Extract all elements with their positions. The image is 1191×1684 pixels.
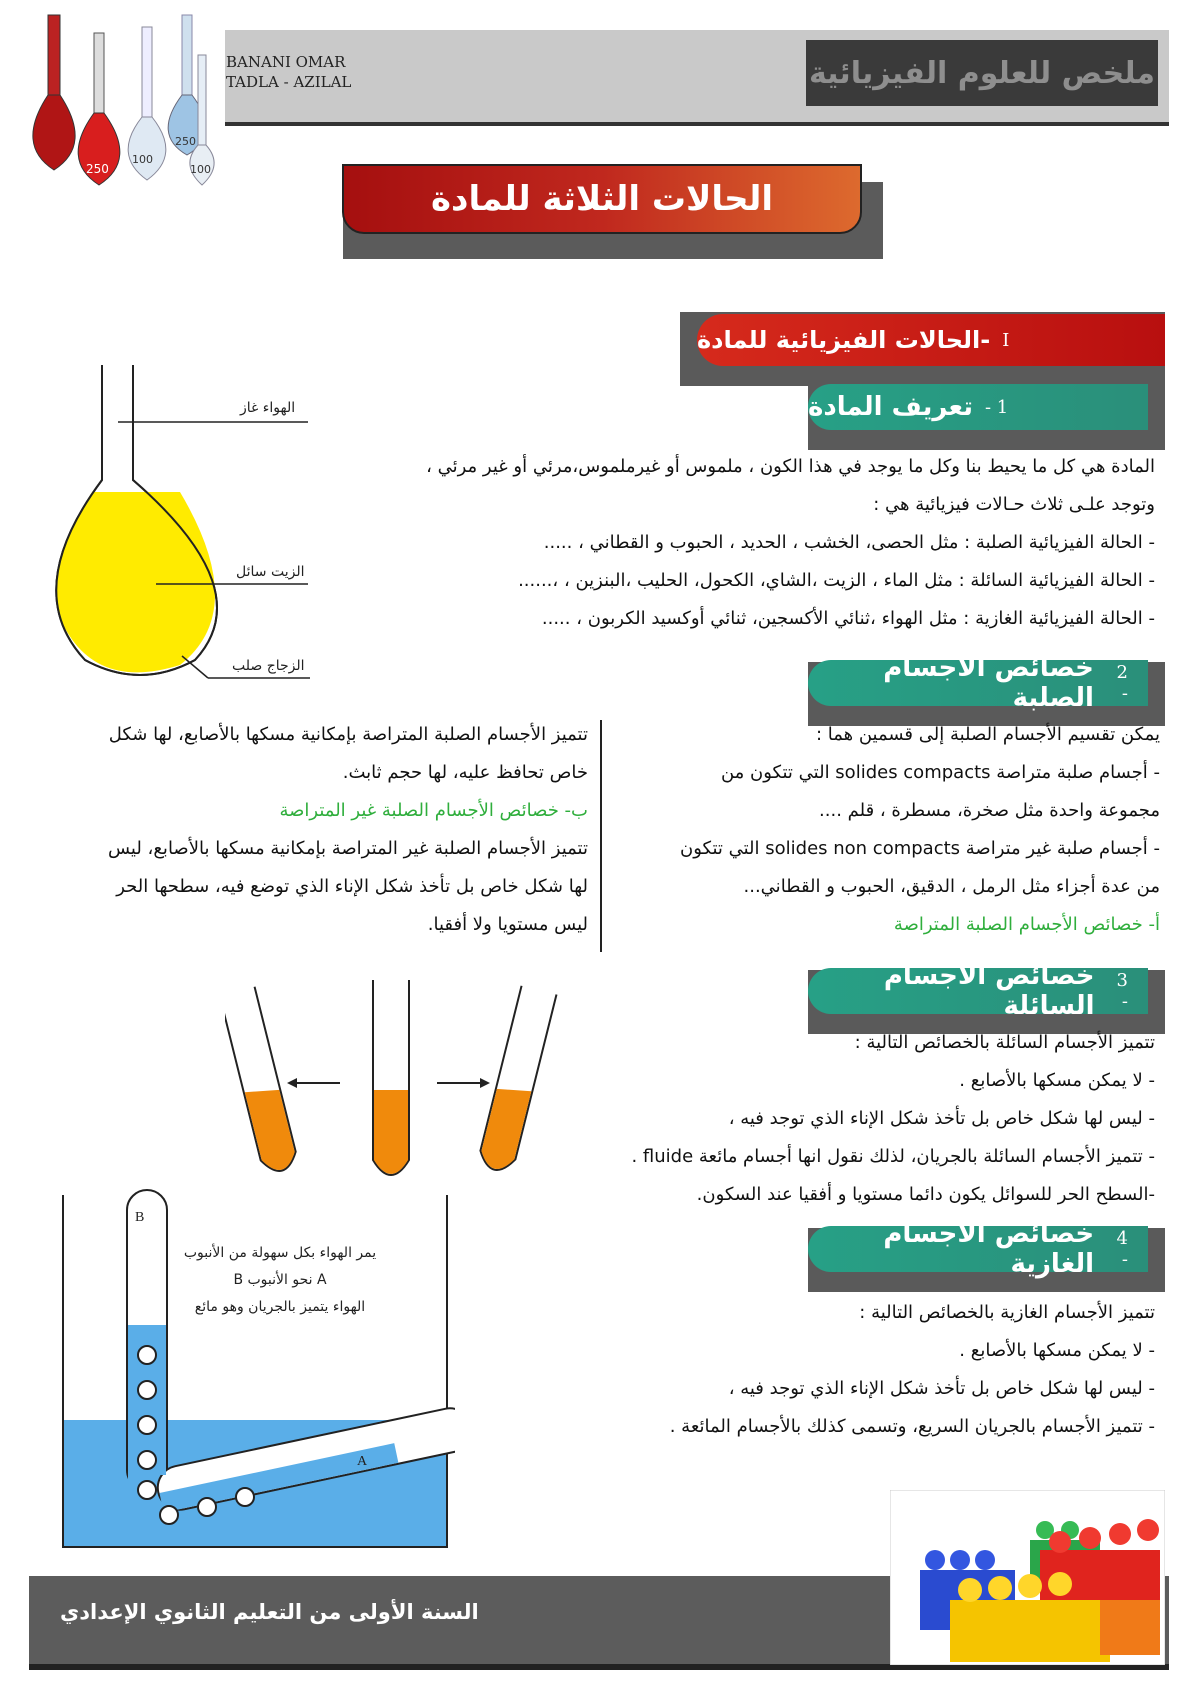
author-name: BANANI OMAR bbox=[226, 53, 346, 71]
author-block bbox=[226, 52, 351, 92]
sub1-number: 1 - bbox=[984, 396, 1009, 418]
flask-mark-4: 100 bbox=[190, 163, 211, 176]
sub1-line: - الحالة الفيزيائية الصلبة : مثل الحصى، الخشب ، الحديد ، الحبوب و القطاني ، ..... bbox=[543, 532, 1155, 553]
test-tubes-diagram bbox=[225, 975, 565, 1215]
sub4-body bbox=[560, 1294, 1155, 1446]
flask-mark-2: 100 bbox=[132, 153, 153, 166]
label-gas: الهواء غاز bbox=[240, 400, 296, 416]
sub2-heading-a: أ- خصائص الأجسام الصلبة المتراصة bbox=[893, 914, 1160, 935]
sub2-left-line: لها شكل خاص بل تأخذ شكل الإناء الذي توضع فيه، سطحها الحر bbox=[116, 876, 588, 897]
sub1-heading bbox=[808, 384, 1148, 430]
sub3-body bbox=[560, 1024, 1155, 1214]
sub2-line: - أجسام صلبة غير متراصة solides non compacts التي تتكون bbox=[679, 838, 1160, 859]
main-title: الحالات الثلاثة للمادة bbox=[342, 164, 862, 234]
sub2-title: خصائص الأجسام الصلبة bbox=[883, 653, 1094, 713]
sub4-title: خصائص الأجسام الغازية bbox=[883, 1219, 1095, 1279]
sub2-line: يمكن تقسيم الأجسام الصلبة إلى قسمين هما : bbox=[815, 724, 1160, 745]
sub1-line: - الحالة الفيزيائية السائلة : مثل الماء ، الزيت ،الشاي، الكحول، الحليب ،البنزين ، ،...... bbox=[518, 570, 1155, 591]
gas-caption-line: الهواء يتميز بالجريان وهو مائع bbox=[194, 1299, 366, 1315]
section-title: -الحالات الفيزيائية للمادة bbox=[697, 326, 991, 354]
header-title: ملخص للعلوم الفيزيائية bbox=[806, 40, 1158, 106]
sub2-left-line: خاص تحافظ عليه، لها حجم ثابث. bbox=[342, 762, 588, 783]
sub3-number: 3 - bbox=[1116, 970, 1128, 1012]
label-liquid: الزيت سائل bbox=[236, 564, 305, 580]
author-location: TADLA - AZILAL bbox=[226, 73, 352, 91]
sub3-line: - ليس لها شكل خاص بل تأخذ شكل الإناء الذي توجد فيه ، bbox=[728, 1108, 1155, 1129]
gas-caption bbox=[180, 1240, 380, 1321]
sub2-left-line: ليس مستويا ولا أفقيا. bbox=[427, 914, 588, 935]
tube-label-b: B bbox=[135, 1210, 145, 1225]
sub3-line: - لا يمكن مسكها بالأصابع . bbox=[959, 1070, 1155, 1091]
tube-label-a: A bbox=[357, 1454, 368, 1469]
sub2-heading-b: ب- خصائص الأجسام الصلبة غير المتراصة bbox=[279, 800, 588, 821]
sub2-line: من عدة أجزاء مثل الرمل ، الدقيق، الحبوب و القطاني... bbox=[743, 876, 1160, 897]
lego-blocks-image bbox=[890, 1490, 1165, 1665]
sub4-line: - ليس لها شكل خاص بل تأخذ شكل الإناء الذي توجد فيه ، bbox=[728, 1378, 1155, 1399]
sub2-left-line: تتميز الأجسام الصلبة المتراصة بإمكانية مسكها بالأصابع، لها شكل bbox=[108, 724, 588, 745]
flask-mark-3: 250 bbox=[175, 135, 196, 148]
sub1-line: وتوجد علـى ثلاث حـالات فيزيائية هي : bbox=[873, 494, 1155, 515]
sub1-title: تعريف المادة bbox=[808, 392, 973, 422]
flask-mark-1: 250 bbox=[86, 162, 109, 176]
sub3-line: - تتميز الأجسام السائلة بالجريان، لذلك نقول انها أجسام مائعة fluide . bbox=[631, 1146, 1155, 1167]
gas-caption-line: A نحو الأنبوب B bbox=[233, 1272, 327, 1288]
footer-text: السنة الأولى من التعليم الثانوي الإعدادي bbox=[60, 1600, 479, 1624]
column-divider bbox=[600, 720, 602, 952]
label-solid: الزجاج صلب bbox=[232, 658, 305, 674]
sub4-line: - لا يمكن مسكها بالأصابع . bbox=[959, 1340, 1155, 1361]
sub4-heading bbox=[808, 1219, 1148, 1279]
sub3-heading bbox=[808, 961, 1148, 1021]
sub1-body bbox=[360, 448, 1155, 638]
sub1-line: المادة هي كل ما يحيط بنا وكل ما يوجد في هذا الكون ، ملموس أو غيرملموس،مرئي أو غير مرئي ، bbox=[426, 456, 1155, 477]
volumetric-flasks-image bbox=[20, 5, 230, 190]
sub1-line: - الحالة الفيزيائية الغازية : مثل الهواء ،ثنائي الأكسجين، ثنائي أوكسيد الكربون ، ..... bbox=[541, 608, 1155, 629]
sub2-line: مجموعة واحدة مثل صخرة، مسطرة ، قلم .... bbox=[819, 800, 1160, 821]
section-heading bbox=[697, 314, 1165, 366]
sub2-line: - أجسام صلبة متراصة solides compacts التي تتكون من bbox=[720, 762, 1160, 783]
sub2-number: 2 - bbox=[1116, 662, 1128, 704]
sub2-heading bbox=[808, 653, 1148, 713]
sub4-line: تتميز الأجسام الغازية بالخصائص التالية : bbox=[859, 1302, 1155, 1323]
sub2-left-column bbox=[40, 716, 588, 944]
sub3-line: -السطح الحر للسوائل يكون دائما مستويا و أفقيا عند السكون. bbox=[696, 1184, 1155, 1205]
sub3-title: خصائص الأجسام السائلة bbox=[883, 961, 1095, 1021]
sub2-left-line: تتميز الأجسام الصلبة غير المتراصة بإمكانية مسكها بالأصابع، ليس bbox=[107, 838, 588, 859]
gas-caption-line: يمر الهواء بكل سهولة من الأنبوب bbox=[183, 1245, 377, 1261]
sub4-number: 4 - bbox=[1116, 1228, 1128, 1270]
section-number: I bbox=[1002, 329, 1010, 351]
sub3-line: تتميز الأجسام السائلة بالخصائص التالية : bbox=[854, 1032, 1155, 1053]
sub4-line: - تتميز الأجسام بالجريان السريع، وتسمى كذلك بالأجسام المائعة . bbox=[669, 1416, 1155, 1437]
sub2-right-column bbox=[620, 716, 1160, 944]
